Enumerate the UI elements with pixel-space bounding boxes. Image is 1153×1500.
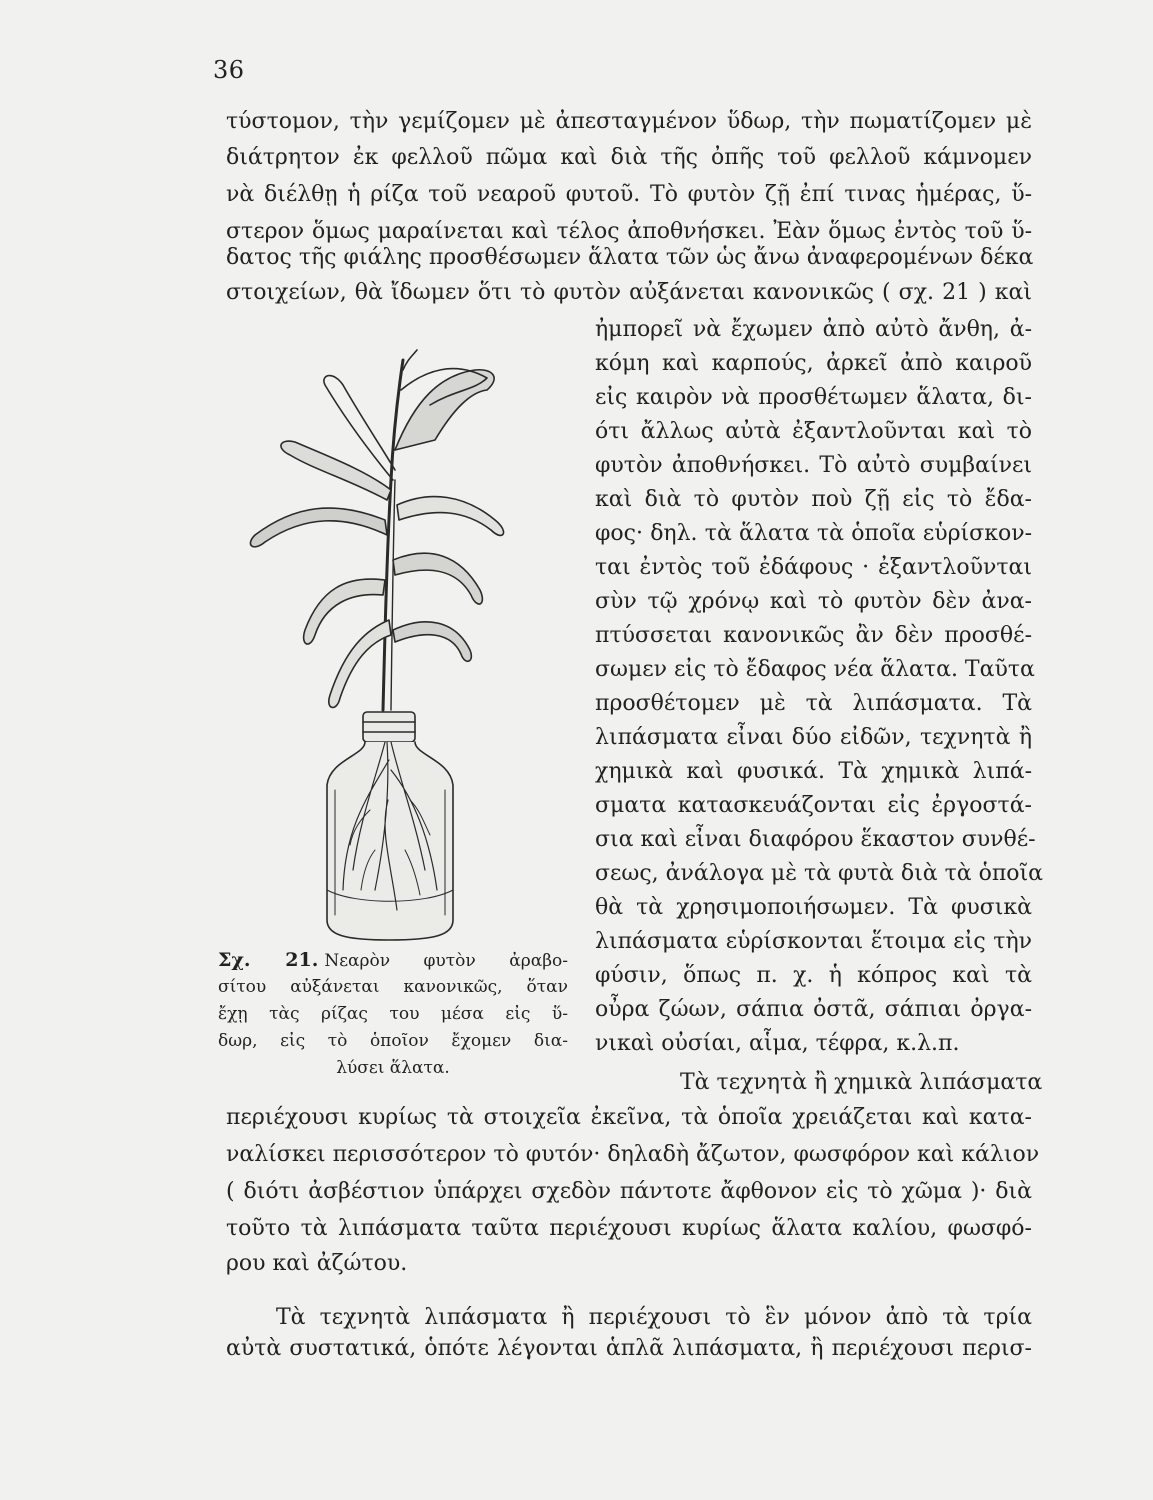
text-line: Τὰ τεχνητὰ λιπάσματα ἢ περιέχουσι τὸ ἓν μόνον ἀπὸ τὰ τρία bbox=[276, 1305, 1032, 1330]
text-line: φυτὸν ἀποθνήσκει. Τὸ αὐτὸ συμβαίνει bbox=[595, 453, 1032, 478]
text-line: ναλίσκει περισσότερον τὸ φυτόν· δηλαδὴ ἄζωτον, φωσφόρον καὶ κάλιον bbox=[226, 1142, 1040, 1167]
text-line: θὰ τὰ χρησιμοποιήσωμεν. Τὰ φυσικὰ bbox=[595, 895, 1032, 920]
text-line: λιπάσματα εἶναι δύο εἰδῶν, τεχνητὰ ἢ bbox=[595, 725, 1032, 750]
text-line: προσθέτομεν μὲ τὰ λιπάσματα. Τὰ bbox=[595, 691, 1032, 716]
text-line: ( διότι ἀσβέστιον ὑπάρχει σχεδὸν πάντοτε ἄφθονον εἰς τὸ χῶμα )· διὰ bbox=[226, 1179, 1032, 1204]
text-line: πτύσσεται κανονικῶς ἂν δὲν προσθέ- bbox=[595, 623, 1032, 648]
text-line: φύσιν, ὅπως π. χ. ἡ κόπρος καὶ τὰ bbox=[595, 963, 1032, 988]
caption-line: σίτου αὐξάνεται κανονικῶς, ὅταν bbox=[218, 977, 568, 997]
text-line: αὐτὰ συστατικά, ὁπότε λέγονται ἁπλᾶ λιπάσματα, ἢ περιέχουσι περισ- bbox=[226, 1336, 1032, 1361]
text-line: σια καὶ εἶναι διαφόρου ἕκαστον συνθέ- bbox=[595, 827, 1036, 852]
caption-line: ἔχῃ τὰς ρίζας του μέσα εἰς ὕ- bbox=[218, 1004, 568, 1024]
caption-text: Νεαρὸν φυτὸν ἀραβο- bbox=[324, 951, 568, 971]
caption-line: λύσει ἅλατα. bbox=[336, 1058, 450, 1078]
text-line: νὰ διέλθῃ ἡ ρίζα τοῦ νεαροῦ φυτοῦ. Τὸ φυτὸν ζῇ ἐπί τινας ἡμέρας, ὕ- bbox=[226, 182, 1032, 207]
text-line: Τὰ τεχνητὰ ἢ χημικὰ λιπάσματα bbox=[680, 1070, 1043, 1095]
text-line: σματα κατασκευάζονται εἰς ἐργοστά- bbox=[595, 793, 1032, 818]
text-line: δατος τῆς φιάλης προσθέσωμεν ἅλατα τῶν ὡς ἄνω ἀναφερομένων δέκα bbox=[226, 245, 1034, 270]
text-line: σὺν τῷ χρόνῳ καὶ τὸ φυτὸν δὲν ἀνα- bbox=[595, 589, 1032, 614]
text-line: τύστομον, τὴν γεμίζομεν μὲ ἀπεσταγμένον ὕδωρ, τὴν πωματίζομεν μὲ bbox=[226, 109, 1032, 134]
text-line: τοῦτο τὰ λιπάσματα ταῦτα περιέχουσι κυρίως ἅλατα καλίου, φωσφό- bbox=[226, 1216, 1032, 1241]
text-line: ότι ἄλλως αὐτὰ ἐξαντλοῦνται καὶ τὸ bbox=[595, 419, 1032, 444]
text-line: λιπάσματα εὑρίσκονται ἕτοιμα εἰς τὴν bbox=[595, 929, 1032, 954]
page-number: 36 bbox=[213, 56, 245, 84]
text-line: στοιχείων, θὰ ἴδωμεν ὅτι τὸ φυτὸν αὐξάνεται κανονικῶς ( σχ. 21 ) καὶ bbox=[226, 280, 1032, 305]
text-line: στερον ὅμως μαραίνεται καὶ τέλος ἀποθνήσκει. Ἐὰν ὅμως ἐντὸς τοῦ ὕ- bbox=[226, 219, 1032, 244]
text-line: κόμη καὶ καρπούς, ἀρκεῖ ἀπὸ καιροῦ bbox=[595, 351, 1032, 376]
text-line: σωμεν εἰς τὸ ἔδαφος νέα ἅλατα. Ταῦτα bbox=[595, 657, 1035, 682]
text-line: ἠμπορεῖ νὰ ἔχωμεν ἀπὸ αὐτὸ ἄνθη, ἀ- bbox=[595, 317, 1032, 342]
text-line: καὶ διὰ τὸ φυτὸν ποὺ ζῇ εἰς τὸ ἔδα- bbox=[595, 487, 1032, 512]
figure-caption bbox=[218, 947, 568, 974]
text-line: νικαὶ οὐσίαι, αἷμα, τέφρα, κ.λ.π. bbox=[595, 1031, 960, 1056]
caption-line: δωρ, εἰς τὸ ὁποῖον ἔχομεν δια- bbox=[218, 1031, 568, 1051]
text-line: χημικὰ καὶ φυσικά. Τὰ χημικὰ λιπά- bbox=[595, 759, 1032, 784]
text-line: διάτρητον ἐκ φελλοῦ πῶμα καὶ διὰ τῆς ὀπῆς τοῦ φελλοῦ κάμνομεν bbox=[226, 145, 1032, 170]
plant-in-bottle-illustration bbox=[225, 330, 585, 945]
text-line: οὖρα ζώων, σάπια ὀστᾶ, σάπιαι ὀργα- bbox=[595, 997, 1032, 1022]
text-line: εἰς καιρὸν νὰ προσθέτωμεν ἅλατα, δι- bbox=[595, 385, 1032, 410]
text-line: ται ἐντὸς τοῦ ἐδάφους · ἐξαντλοῦνται bbox=[595, 555, 1032, 580]
text-line: περιέχουσι κυρίως τὰ στοιχεῖα ἐκεῖνα, τὰ ὁποῖα χρειάζεται καὶ κατα- bbox=[226, 1105, 1032, 1130]
caption-label: Σχ. 21. bbox=[218, 949, 319, 971]
text-line: ρου καὶ ἀζώτου. bbox=[226, 1251, 408, 1276]
text-line: σεως, ἀνάλογα μὲ τὰ φυτὰ διὰ τὰ ὁποῖα bbox=[595, 861, 1044, 886]
text-line: φος· δηλ. τὰ ἅλατα τὰ ὁποῖα εὑρίσκον- bbox=[595, 521, 1032, 546]
